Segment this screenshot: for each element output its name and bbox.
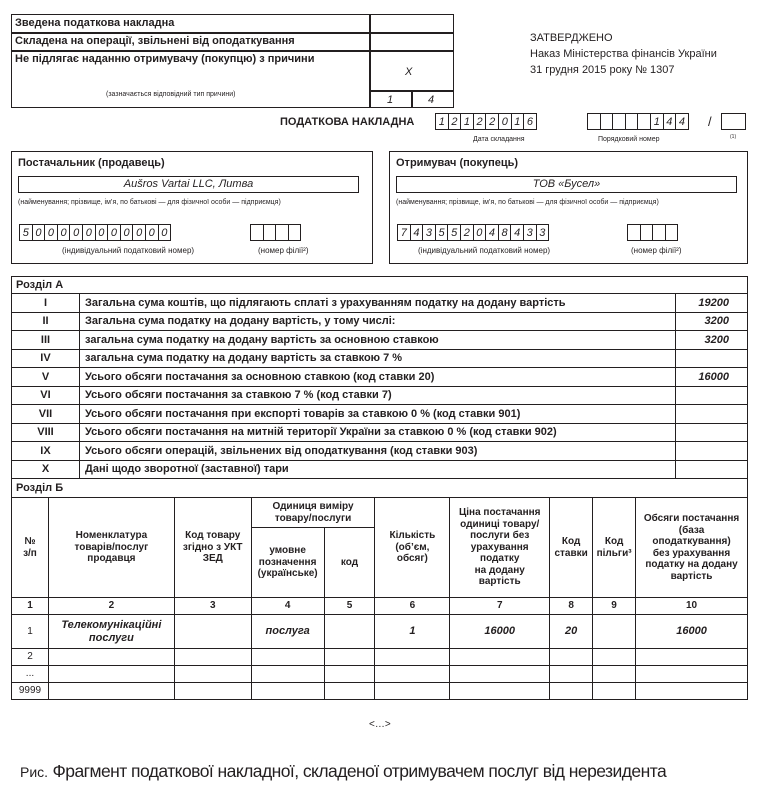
- figure-caption: [20, 761, 666, 782]
- row-description: загальна сума податку на додану вартість за ставкою 7 %: [80, 349, 676, 368]
- table-cell: [324, 615, 375, 649]
- table-cell: [251, 683, 324, 700]
- seller-box: [11, 151, 373, 264]
- caption-prefix: Рис.: [20, 764, 49, 780]
- table-cell: [324, 666, 375, 683]
- header-nomenclature: Номенклатура товарів/послуг продавця: [48, 498, 174, 598]
- buyer-tax-digit-12: 3: [536, 224, 550, 241]
- table-cell: [375, 683, 450, 700]
- row-value: [676, 423, 748, 442]
- number-digit-3: [612, 113, 626, 130]
- buyer-name-field: [396, 176, 737, 193]
- row-description: Усього обсяги постачання при експорті товарів за ставкою 0 % (код ставки 901): [80, 405, 676, 424]
- approval-line-3: 31 грудня 2015 року № 1307: [530, 64, 675, 76]
- seller-tax-digit-9: 0: [120, 224, 134, 241]
- row-value: [676, 349, 748, 368]
- header-unit: Одиниця виміру товару/послуги: [251, 498, 375, 528]
- buyer-tax-digit-1: 7: [397, 224, 411, 241]
- column-number: 1: [12, 598, 49, 615]
- row-description: Усього обсяги постачання на митній території України за ставкою 0 % (код ставки 902): [80, 423, 676, 442]
- date-label: Дата складання: [473, 136, 525, 143]
- row-description: Усього обсяги операцій, звільнених від оподаткування (код ставки 903): [80, 442, 676, 461]
- header-quantity: Кількість (об’єм, обсяг): [375, 498, 450, 598]
- row-value: 16000: [676, 368, 748, 387]
- seller-branch-digit-1: [250, 224, 264, 241]
- table-row: [12, 615, 748, 649]
- date-digit-6: 0: [498, 113, 512, 130]
- table-cell: 2: [12, 649, 49, 666]
- row-number: X: [12, 460, 80, 479]
- type-digit-2: 4: [428, 94, 435, 106]
- header-box: [11, 14, 454, 108]
- column-number: 2: [48, 598, 174, 615]
- seller-name-field: [18, 176, 359, 193]
- suffix-cell: [721, 113, 746, 130]
- row-number: V: [12, 368, 80, 387]
- row-value: 19200: [676, 294, 748, 313]
- seller-tax-digit-7: 0: [95, 224, 109, 241]
- seller-branch-digit-3: [275, 224, 289, 241]
- seller-branch-label: (номер філії²): [258, 246, 309, 255]
- seller-tax-digit-11: 0: [145, 224, 159, 241]
- section-a-row: [12, 386, 748, 405]
- section-a-row: [12, 368, 748, 387]
- buyer-tax-digit-5: 5: [447, 224, 461, 241]
- row-value: [676, 405, 748, 424]
- table-cell: [174, 615, 251, 649]
- ellipsis-mark: <…>: [369, 719, 391, 730]
- seller-title: Постачальник (продавець): [18, 157, 165, 169]
- buyer-tax-digit-4: 5: [435, 224, 449, 241]
- section-b: [11, 478, 748, 700]
- section-a-row: [12, 423, 748, 442]
- table-cell: [593, 615, 636, 649]
- table-cell: 16000: [450, 615, 550, 649]
- summary-invoice-label: Зведена податкова накладна: [15, 17, 175, 29]
- buyer-name-note: (найменування; прізвище, ім’я, по батькові — для фізичної особи — підприємця): [396, 199, 659, 206]
- seller-tax-digit-2: 0: [32, 224, 46, 241]
- not-delivered-label: Не підлягає наданню отримувачу (покупцю) з причини: [15, 53, 315, 65]
- table-cell: [324, 683, 375, 700]
- table-cell: [550, 649, 593, 666]
- seller-tax-digit-10: 0: [132, 224, 146, 241]
- row-description: Усього обсяги постачання за ставкою 7 % (код ставки 7): [80, 386, 676, 405]
- section-a-row: [12, 294, 748, 313]
- table-row: [12, 649, 748, 666]
- row-value: 3200: [676, 331, 748, 350]
- date-digit-4: 2: [473, 113, 487, 130]
- reason-mark: Х: [405, 66, 413, 78]
- column-number: 10: [636, 598, 748, 615]
- date-digit-1: 1: [435, 113, 449, 130]
- buyer-tax-digit-7: 0: [473, 224, 487, 241]
- buyer-branch-cells: [627, 224, 677, 241]
- column-number: 3: [174, 598, 251, 615]
- table-cell: ...: [12, 666, 49, 683]
- row-number: I: [12, 294, 80, 313]
- number-digit-1: [587, 113, 601, 130]
- date-digit-5: 2: [485, 113, 499, 130]
- section-a-row: [12, 405, 748, 424]
- row-description: Загальна сума податку на додану вартість, у тому числі:: [80, 312, 676, 331]
- date-digit-2: 2: [448, 113, 462, 130]
- seller-tax-digit-8: 0: [107, 224, 121, 241]
- section-b-title: Розділ Б: [11, 478, 748, 497]
- row-description: загальна сума податку на додану вартість за основною ставкою: [80, 331, 676, 350]
- table-cell: [593, 649, 636, 666]
- header-row-number: № з/п: [12, 498, 49, 598]
- table-cell: [450, 649, 550, 666]
- buyer-tax-digit-10: 4: [510, 224, 524, 241]
- table-cell: [375, 666, 450, 683]
- seller-tax-cells: [19, 224, 170, 241]
- section-a-row: [12, 349, 748, 368]
- seller-tax-digit-4: 0: [57, 224, 71, 241]
- table-cell: [48, 649, 174, 666]
- row-description: Загальна сума коштів, що підлягають сплаті з урахуванням податку на додану вартість: [80, 294, 676, 313]
- number-digit-7: 4: [663, 113, 677, 130]
- section-a-row: [12, 442, 748, 461]
- exempt-operations-label: Складена на операції, звільнені від оподаткування: [15, 35, 295, 47]
- table-row: [12, 666, 748, 683]
- table-cell: [593, 683, 636, 700]
- row-description: Усього обсяги постачання за основною ставкою (код ставки 20): [80, 368, 676, 387]
- footnote-mark: (1): [730, 134, 737, 140]
- date-digit-7: 1: [511, 113, 525, 130]
- buyer-tax-cells: [397, 224, 548, 241]
- table-cell: [636, 683, 748, 700]
- section-a-row: [12, 460, 748, 479]
- number-digit-5: [637, 113, 651, 130]
- buyer-branch-digit-4: [665, 224, 679, 241]
- row-value: [676, 442, 748, 461]
- seller-branch-cells: [250, 224, 300, 241]
- column-number: 4: [251, 598, 324, 615]
- buyer-branch-digit-1: [627, 224, 641, 241]
- row-value: [676, 386, 748, 405]
- seller-branch-digit-2: [263, 224, 277, 241]
- table-cell: [636, 666, 748, 683]
- date-digit-8: 6: [523, 113, 537, 130]
- buyer-branch-label: (номер філії²): [631, 246, 682, 255]
- row-description: Дані щодо зворотної (заставної) тари: [80, 460, 676, 479]
- seller-name: Aušros Vartai LLC, Литва: [123, 178, 254, 190]
- buyer-branch-digit-2: [640, 224, 654, 241]
- buyer-tax-digit-9: 8: [498, 224, 512, 241]
- buyer-box: [389, 151, 748, 264]
- table-cell: [174, 649, 251, 666]
- buyer-tax-digit-11: 3: [523, 224, 537, 241]
- invoice-title: ПОДАТКОВА НАКЛАДНА: [280, 116, 415, 128]
- table-cell: 1: [375, 615, 450, 649]
- number-digit-6: 1: [650, 113, 664, 130]
- buyer-tax-digit-2: 4: [410, 224, 424, 241]
- section-b-table: [11, 497, 748, 700]
- date-digit-cells: [435, 113, 536, 130]
- row-number: VI: [12, 386, 80, 405]
- row-number: IV: [12, 349, 80, 368]
- table-cell: [450, 683, 550, 700]
- table-cell: [324, 649, 375, 666]
- table-row: [12, 683, 748, 700]
- table-cell: [550, 683, 593, 700]
- caption-text: Фрагмент податкової накладної, складеної отримувачем послуг від нерезидента: [52, 761, 667, 781]
- section-a-row: [12, 331, 748, 350]
- row-number: IX: [12, 442, 80, 461]
- slash: /: [708, 114, 712, 129]
- row-value: 3200: [676, 312, 748, 331]
- seller-tax-digit-5: 0: [69, 224, 83, 241]
- table-cell: [251, 666, 324, 683]
- number-digit-cells: [587, 113, 688, 130]
- table-cell: 16000: [636, 615, 748, 649]
- buyer-tax-label: (індивідуальний податковий номер): [418, 246, 551, 255]
- header-unit-code: код: [324, 528, 375, 598]
- table-cell: [174, 683, 251, 700]
- table-cell: [593, 666, 636, 683]
- approval-block: [530, 30, 717, 78]
- reason-note: (зазначається відповідний тип причини): [106, 91, 236, 98]
- approval-line-2: Наказ Міністерства фінансів України: [530, 48, 717, 60]
- row-number: VIII: [12, 423, 80, 442]
- seller-branch-digit-4: [288, 224, 302, 241]
- date-digit-3: 1: [460, 113, 474, 130]
- section-a-title: Розділ А: [11, 276, 748, 293]
- seller-tax-digit-1: 5: [19, 224, 33, 241]
- header-unit-name: умовне позначення (українське): [251, 528, 324, 598]
- column-number-row: [12, 598, 748, 615]
- table-cell: 1: [12, 615, 49, 649]
- header-rate-code: Код ставки: [550, 498, 593, 598]
- column-number: 5: [324, 598, 375, 615]
- table-cell: [550, 666, 593, 683]
- number-digit-8: 4: [675, 113, 689, 130]
- buyer-title: Отримувач (покупець): [396, 157, 519, 169]
- seller-name-note: (найменування; прізвище, ім’я, по батькові — для фізичної особи — підприємця): [18, 199, 281, 206]
- table-cell: [48, 666, 174, 683]
- row-value: [676, 460, 748, 479]
- column-number: 8: [550, 598, 593, 615]
- table-cell: 20: [550, 615, 593, 649]
- table-cell: [375, 649, 450, 666]
- row-number: II: [12, 312, 80, 331]
- seller-tax-digit-3: 0: [44, 224, 58, 241]
- table-cell: [251, 649, 324, 666]
- table-cell: послуга: [251, 615, 324, 649]
- table-cell: [48, 683, 174, 700]
- section-a-table: [11, 293, 748, 479]
- header-benefit-code: Код пільги³: [593, 498, 636, 598]
- header-supply-volume: Обсяги постачання (база оподаткування) без урахування податку на додану вартість: [636, 498, 748, 598]
- number-label: Порядковий номер: [598, 136, 660, 143]
- table-cell: [450, 666, 550, 683]
- buyer-tax-digit-6: 2: [460, 224, 474, 241]
- buyer-tax-digit-3: 3: [422, 224, 436, 241]
- header-price: Ціна постачання одиниці товару/ послуги без урахування податку на додану вартість: [450, 498, 550, 598]
- row-number: III: [12, 331, 80, 350]
- row-number: VII: [12, 405, 80, 424]
- seller-tax-digit-12: 0: [158, 224, 172, 241]
- number-digit-2: [600, 113, 614, 130]
- table-cell: Телекомунікаційні послуги: [48, 615, 174, 649]
- column-number: 9: [593, 598, 636, 615]
- table-cell: 9999: [12, 683, 49, 700]
- section-a: [11, 276, 748, 479]
- header-ukt-code: Код товару згідно з УКТ ЗЕД: [174, 498, 251, 598]
- column-number: 7: [450, 598, 550, 615]
- buyer-name: ТОВ «Бусел»: [532, 178, 601, 190]
- buyer-tax-digit-8: 4: [485, 224, 499, 241]
- type-digit-1: 1: [387, 94, 394, 106]
- approval-line-1: ЗАТВЕРДЖЕНО: [530, 32, 613, 44]
- column-number: 6: [375, 598, 450, 615]
- number-digit-4: [625, 113, 639, 130]
- seller-tax-digit-6: 0: [82, 224, 96, 241]
- seller-tax-label: (індивідуальний податковий номер): [62, 246, 195, 255]
- buyer-branch-digit-3: [652, 224, 666, 241]
- section-a-row: [12, 312, 748, 331]
- table-cell: [174, 666, 251, 683]
- table-cell: [636, 649, 748, 666]
